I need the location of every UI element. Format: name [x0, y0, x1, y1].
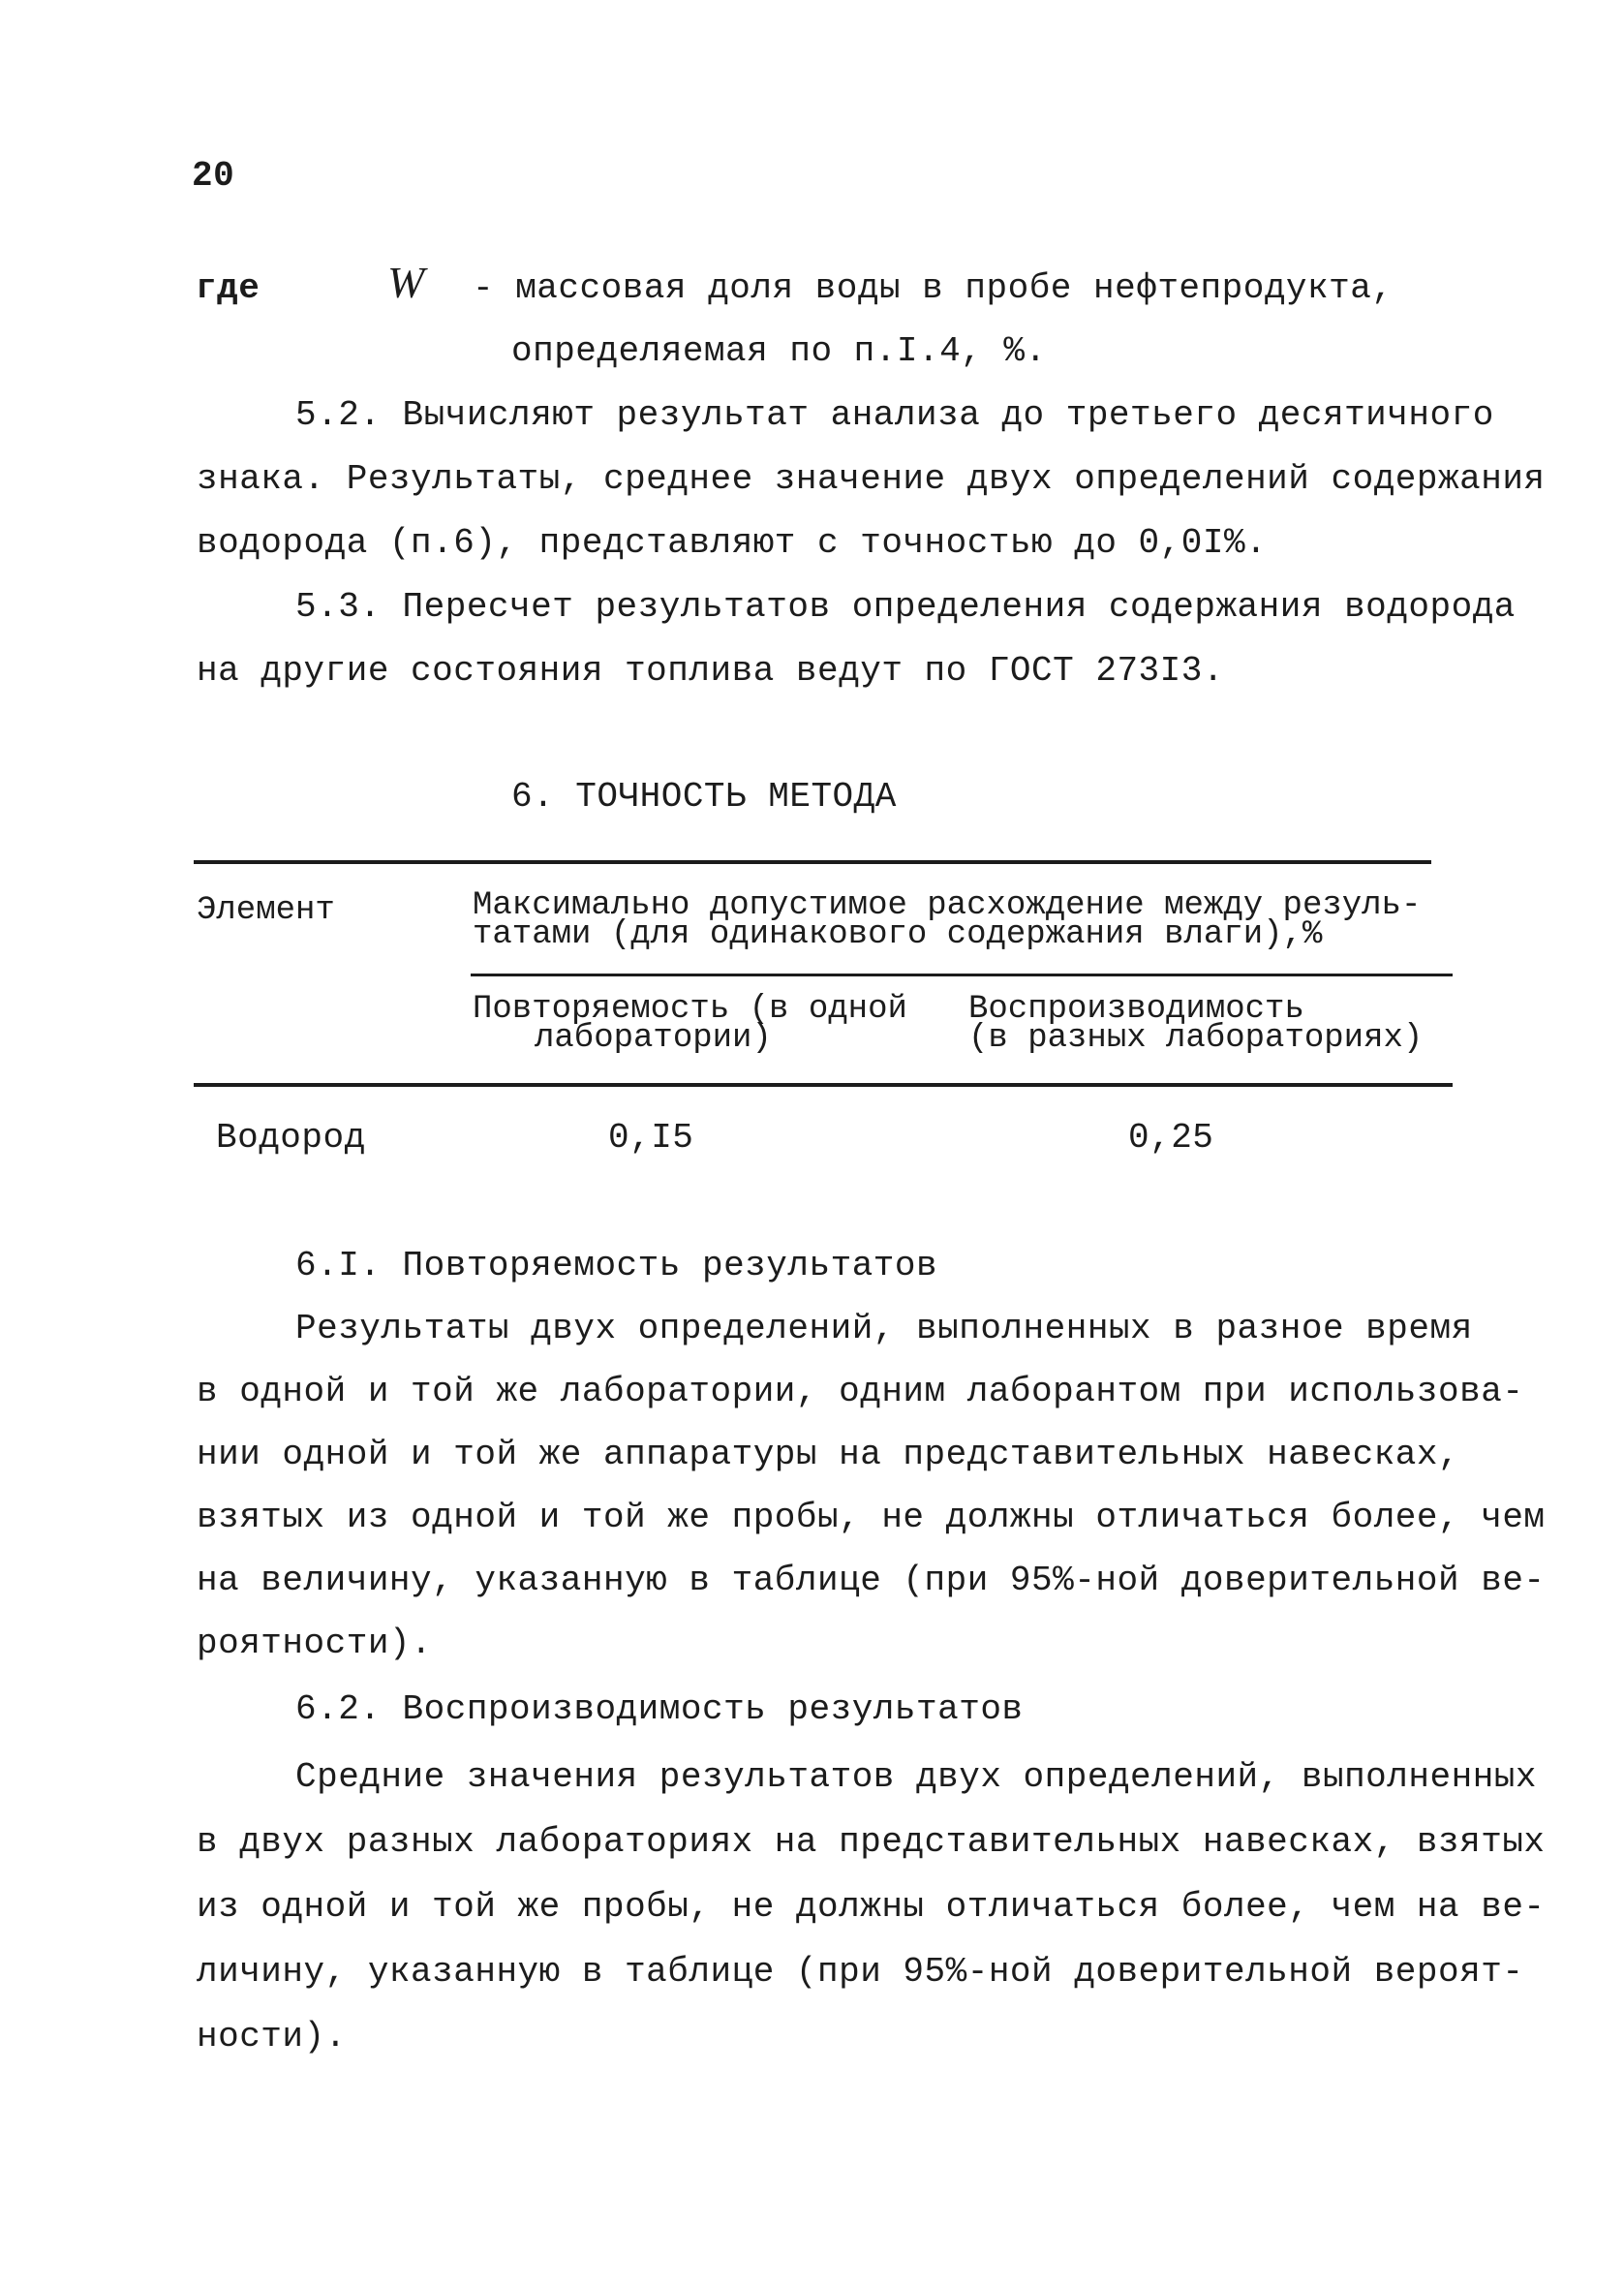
- section-6-1-line: Результаты двух определений, выполненных в разное время: [295, 1309, 1473, 1348]
- definition-symbol: W: [387, 258, 425, 307]
- table-header-reproducibility-line-2: (в разных лабораториях): [968, 1020, 1424, 1057]
- section-6-1-title: 6.I. Повторяемость результатов: [295, 1246, 938, 1285]
- definition-line-1: - массовая доля воды в пробе нефтепродукта,: [473, 268, 1394, 308]
- page-number: 20: [192, 156, 235, 196]
- table-mid-rule: [471, 974, 1453, 976]
- definition-where: где: [196, 268, 260, 308]
- section-6-title: 6. ТОЧНОСТЬ МЕТОДА: [511, 777, 897, 817]
- section-6-1-line: роятности).: [197, 1624, 433, 1663]
- table-top-rule: [194, 860, 1431, 864]
- definition-line-2: определяемая по п.I.4, %.: [511, 331, 1047, 371]
- table-header-element: Элемент: [197, 892, 335, 929]
- section-6-1-line: на величину, указанную в таблице (при 95%-ной доверительной ве-: [197, 1561, 1546, 1600]
- table-cell-repeatability: 0,I5: [608, 1118, 694, 1158]
- section-6-1-line: взятых из одной и той же пробы, не должны отличаться более, чем: [197, 1498, 1546, 1537]
- table-header-reproducibility-line-1: Воспроизводимость: [968, 991, 1304, 1028]
- section-5-2-line: водорода (п.6), представляют с точностью до 0,0I%.: [197, 523, 1268, 563]
- section-6-2-line: в двух разных лабораториях на представительных навесках, взятых: [197, 1822, 1546, 1862]
- table-header-repeatability-line-1: Повторяемость (в одной: [473, 991, 907, 1028]
- section-6-1-line: в одной и той же лаборатории, одним лаборантом при использова-: [197, 1372, 1524, 1411]
- table-header-repeatability-line-2: лаборатории): [535, 1020, 772, 1057]
- section-6-1-line: нии одной и той же аппаратуры на представительных навесках,: [197, 1435, 1460, 1474]
- section-5-3-line: на другие состояния топлива ведут по ГОСТ 273I3.: [197, 651, 1224, 691]
- table-cell-element: Водород: [216, 1118, 366, 1158]
- section-5-3-line: 5.3. Пересчет результатов определения содержания водорода: [295, 587, 1516, 627]
- table-cell-reproducibility: 0,25: [1128, 1118, 1214, 1158]
- table-header-max-line-1: Максимально допустимое расхождение между резуль-: [473, 887, 1422, 924]
- section-6-2-title: 6.2. Воспроизводимость результатов: [295, 1689, 1024, 1729]
- section-5-2-line: знака. Результаты, среднее значение двух определений содержания: [197, 459, 1546, 499]
- section-6-2-line: личину, указанную в таблице (при 95%-ной доверительной вероят-: [197, 1952, 1524, 1992]
- table-header-bottom-rule: [194, 1083, 1453, 1087]
- table-header-max-line-2: татами (для одинакового содержания влаги),%: [473, 916, 1323, 953]
- section-6-2-line: Средние значения результатов двух определений, выполненных: [295, 1757, 1538, 1797]
- section-6-2-line: из одной и той же пробы, не должны отличаться более, чем на ве-: [197, 1887, 1546, 1927]
- section-6-2-line: ности).: [197, 2017, 347, 2057]
- section-5-2-line: 5.2. Вычисляют результат анализа до третьего десятичного: [295, 395, 1494, 435]
